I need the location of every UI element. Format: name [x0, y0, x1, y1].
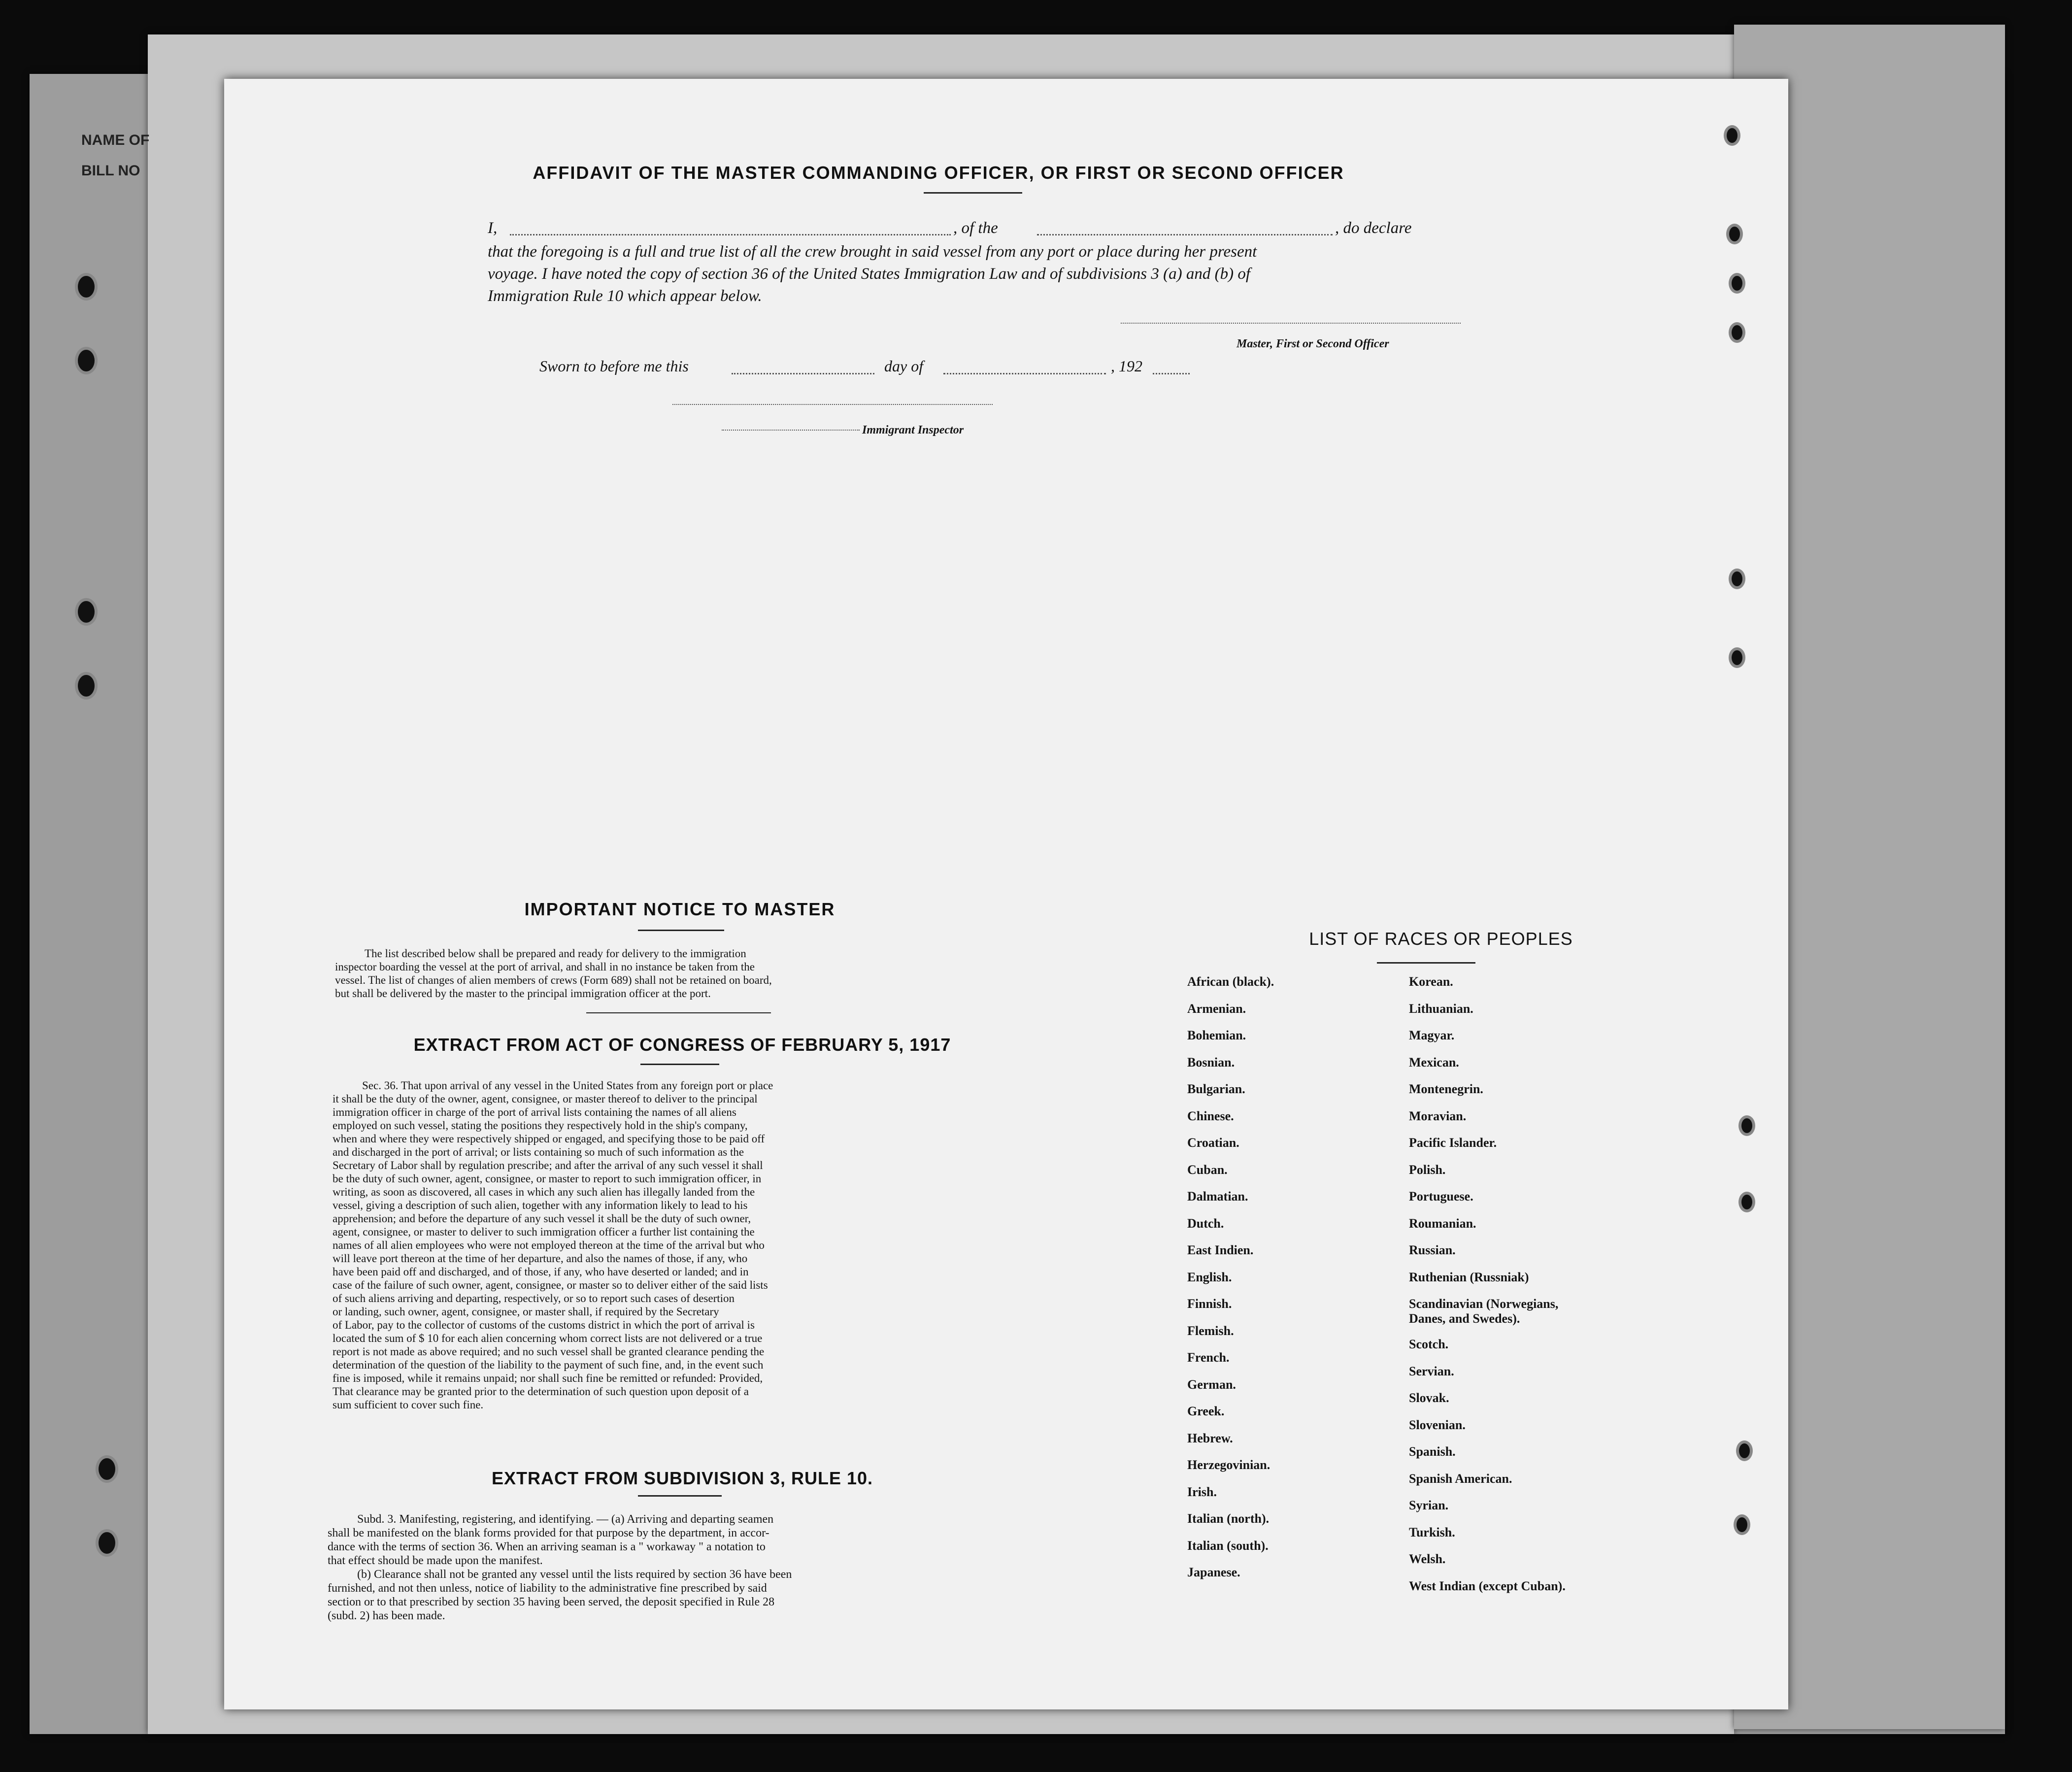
affidavit-line-4: Immigration Rule 10 which appear below.	[488, 287, 762, 305]
affidavit-line-3: voyage. I have noted the copy of section 36 of the United States Immigration Law and of subdivisions 3 (a) and (b) of	[488, 265, 1251, 283]
edge-label-name: NAME OF	[81, 132, 150, 148]
inspector-signature-field-2[interactable]	[722, 430, 860, 431]
race-item: Ruthenian (Russniak)	[1409, 1270, 1529, 1284]
race-item: African (black).	[1187, 974, 1274, 989]
extract-act-line: names of all alien employees who were not employed thereon at the time of the arrival but who	[333, 1239, 765, 1251]
race-item: Bulgarian.	[1187, 1082, 1245, 1096]
inspector-signature-field[interactable]	[672, 404, 993, 405]
race-item: Magyar.	[1409, 1028, 1455, 1042]
binder-hole	[1741, 1195, 1752, 1209]
race-item: Flemish.	[1187, 1323, 1234, 1338]
race-item: Portuguese.	[1409, 1189, 1473, 1204]
races-title-rule	[1377, 962, 1475, 964]
binder-hole	[1727, 128, 1738, 143]
extract-act-line: it shall be the duty of the owner, agent, consignee, or master thereof to deliver to the principal	[333, 1093, 758, 1105]
affidavit-title-rule	[924, 192, 1022, 194]
extract-act-line: fine is imposed, while it remains unpaid; nor shall such fine be remitted or refunded: Provided,	[333, 1372, 763, 1384]
edge-label-bill: BILL NO	[81, 163, 140, 179]
race-item: West Indian (except Cuban).	[1409, 1578, 1566, 1593]
extract-act-line: immigration officer in charge of the port of arrival lists containing the names of all aliens	[333, 1106, 736, 1118]
affidavit-line-1	[488, 219, 1690, 239]
inspector-label: Immigrant Inspector	[862, 424, 964, 436]
extract-rule-title: EXTRACT FROM SUBDIVISION 3, RULE 10.	[491, 1468, 873, 1488]
extract-act-line: agent, consignee, or master to deliver to such immigration officer a further list containing the	[333, 1226, 755, 1238]
race-item: Italian (north).	[1187, 1511, 1270, 1526]
binder-hole	[1732, 276, 1742, 291]
race-item: Irish.	[1187, 1484, 1217, 1499]
binder-hole	[1732, 325, 1742, 340]
binder-hole	[1732, 650, 1742, 665]
affidavit-do-declare: , do declare	[1335, 219, 1412, 237]
race-item: Dalmatian.	[1187, 1189, 1248, 1204]
extract-act-rule	[640, 1064, 719, 1065]
race-item: Scandinavian (Norwegians, Danes, and Swedes).	[1409, 1297, 1559, 1326]
race-item: Slovak.	[1409, 1391, 1449, 1405]
extract-act-line: case of the failure of such owner, agent, consignee, or master so to deliver either of the said lists	[333, 1279, 768, 1291]
notice-title-rule	[638, 930, 724, 931]
extract-rule-line: shall be manifested on the blank forms provided for that purpose by the department, in accor-	[328, 1527, 769, 1539]
extract-rule-line: (subd. 2) has been made.	[328, 1609, 445, 1622]
vessel-name-field[interactable]	[1037, 234, 1333, 235]
race-item: Finnish.	[1187, 1297, 1232, 1311]
binder-hole	[1737, 1517, 1747, 1532]
notice-title: IMPORTANT NOTICE TO MASTER	[524, 899, 835, 919]
master-signature-label: Master, First or Second Officer	[1237, 337, 1389, 350]
race-item: Polish.	[1409, 1162, 1446, 1177]
extract-act-line: vessel, giving a description of such alien, together with any information likely to lead to his	[333, 1199, 748, 1211]
extract-act-text	[333, 1079, 1032, 1411]
races-left-column	[1187, 974, 1274, 1592]
master-name-field[interactable]	[510, 234, 951, 235]
extract-act-line: located the sum of $ 10 for each alien concerning whom correct lists are not delivered or a true	[333, 1332, 763, 1344]
sworn-month-field[interactable]	[943, 373, 1106, 374]
race-item: Slovenian.	[1409, 1417, 1466, 1432]
extract-act-line: when and where they were respectively shipped or engaged, and specifying those to be paid off	[333, 1133, 765, 1145]
race-item: French.	[1187, 1350, 1230, 1365]
document-sheet	[224, 79, 1788, 1709]
extract-act-line: of such aliens arriving and departing, respectively, or so to report such cases of desertion	[333, 1292, 735, 1304]
race-item: Mexican.	[1409, 1055, 1459, 1070]
binder-hole	[1729, 227, 1740, 241]
extract-rule-line: dance with the terms of section 36. When an arriving seaman is a " workaway " a notation to	[328, 1540, 766, 1553]
race-item: Italian (south).	[1187, 1538, 1269, 1553]
notice-line: but shall be delivered by the master to the principal immigration officer at the port.	[335, 987, 711, 1000]
year-label: , 192	[1111, 357, 1142, 375]
binder-hole	[1732, 571, 1742, 586]
extract-rule-line: (b) Clearance shall not be granted any vessel until the lists required by section 36 have been	[357, 1568, 792, 1581]
race-item: Syrian.	[1409, 1498, 1449, 1512]
notice-divider	[586, 1012, 771, 1013]
extract-act-line: report is not made as above required; and no such vessel shall be granted clearance pending the	[333, 1345, 765, 1358]
binder-hole	[1739, 1443, 1750, 1458]
sworn-day-field[interactable]	[732, 373, 874, 374]
race-item: Cuban.	[1187, 1162, 1228, 1177]
affidavit-title: AFFIDAVIT OF THE MASTER COMMANDING OFFICER, OR FIRST OR SECOND OFFICER	[533, 163, 1344, 183]
binder-hole	[99, 1532, 115, 1554]
extract-rule-line: section or to that prescribed by section 35 having been served, the deposit specified in Rule 28	[328, 1596, 775, 1608]
extract-act-title: EXTRACT FROM ACT OF CONGRESS OF FEBRUARY 5, 1917	[413, 1035, 951, 1055]
binder-hole	[1741, 1118, 1752, 1133]
extract-rule-line: Subd. 3. Manifesting, registering, and identifying. — (a) Arriving and departing seamen	[357, 1513, 774, 1526]
binder-hole	[78, 350, 95, 371]
extract-act-line: writing, as soon as discovered, all cases in which any such alien has illegally landed from the	[333, 1186, 755, 1198]
extract-act-line: apprehension; and before the departure of any such vessel it shall be the duty of such owner,	[333, 1212, 751, 1225]
sworn-label: Sworn to before me this	[539, 357, 689, 375]
races-right-column	[1409, 974, 1586, 1605]
extract-act-line: Secretary of Labor shall by regulation prescribe; and after the arrival of any such vessel it shall	[333, 1159, 763, 1171]
race-item: Croatian.	[1187, 1136, 1239, 1150]
races-title: LIST OF RACES OR PEOPLES	[1309, 929, 1573, 949]
extract-rule-line: furnished, and not then unless, notice of liability to the administrative fine prescribed by said	[328, 1582, 767, 1595]
extract-rule-text	[328, 1512, 1032, 1623]
race-item: Roumanian.	[1409, 1216, 1476, 1231]
race-item: Bosnian.	[1187, 1055, 1235, 1070]
extract-act-line: determination of the question of the liability to the payment of such fine, and, in the event such	[333, 1359, 764, 1371]
extract-rule-line: that effect should be made upon the manifest.	[328, 1554, 543, 1567]
affidavit-line-2: that the foregoing is a full and true list of all the crew brought in said vessel from any port or place during her present	[488, 243, 1257, 261]
race-item: Herzegovinian.	[1187, 1458, 1270, 1472]
extract-act-line: or landing, such owner, agent, consignee, or master shall, if required by the Secretary	[333, 1305, 719, 1318]
extract-act-line: will leave port thereon at the time of her departure, and also the names of those, if any, who	[333, 1252, 748, 1265]
race-item: Chinese.	[1187, 1108, 1234, 1123]
extract-act-line: That clearance may be granted prior to the determination of such question upon deposit of a	[333, 1385, 749, 1398]
extract-act-line: employed on such vessel, stating the positions they respectively hold in the ship's company,	[333, 1119, 748, 1132]
binder-hole	[78, 601, 95, 623]
extract-act-line: be the duty of such owner, agent, consignee, or master to report to such immigration officer, in	[333, 1172, 762, 1185]
race-item: Lithuanian.	[1409, 1001, 1473, 1016]
race-item: English.	[1187, 1270, 1232, 1284]
sworn-year-field[interactable]	[1153, 373, 1190, 374]
race-item: Turkish.	[1409, 1525, 1455, 1539]
race-item: East Indien.	[1187, 1243, 1254, 1257]
race-item: Bohemian.	[1187, 1028, 1246, 1042]
day-of-label: day of	[884, 357, 924, 375]
race-item: Spanish.	[1409, 1444, 1456, 1459]
race-item: Armenian.	[1187, 1001, 1246, 1016]
race-item: Dutch.	[1187, 1216, 1224, 1231]
race-item: Moravian.	[1409, 1108, 1467, 1123]
race-item: Welsh.	[1409, 1552, 1446, 1566]
notice-line: vessel. The list of changes of alien members of crews (Form 689) shall not be retained on board,	[335, 974, 772, 986]
extract-act-line: have been paid off and discharged, and of those, if any, who have deserted or landed; and in	[333, 1266, 749, 1278]
race-item: Russian.	[1409, 1243, 1456, 1257]
race-item: Montenegrin.	[1409, 1082, 1483, 1096]
notice-line: The list described below shall be prepared and ready for delivery to the immigration	[365, 947, 746, 960]
race-item: Pacific Islander.	[1409, 1136, 1497, 1150]
extract-act-line: Sec. 36. That upon arrival of any vessel in the United States from any foreign port or place	[362, 1079, 773, 1092]
affidavit-of-the: , of the	[953, 219, 998, 237]
binder-hole	[78, 276, 95, 298]
master-signature-field[interactable]	[1121, 323, 1461, 324]
race-item: Japanese.	[1187, 1565, 1240, 1579]
extract-act-line: sum sufficient to cover such fine.	[333, 1399, 484, 1411]
race-item: Greek.	[1187, 1404, 1225, 1418]
race-item: Spanish American.	[1409, 1471, 1512, 1486]
extract-act-line: of Labor, pay to the collector of customs of the customs district in which the port of arrival is	[333, 1319, 755, 1331]
binder-hole	[78, 675, 95, 697]
binder-hole	[99, 1458, 115, 1480]
extract-act-line: and discharged in the port of arrival; or lists containing so much of such information as the	[333, 1146, 744, 1158]
extract-rule-rule	[638, 1495, 722, 1497]
sworn-line	[539, 357, 1278, 377]
race-item: Korean.	[1409, 974, 1453, 989]
race-item: Servian.	[1409, 1364, 1454, 1378]
race-item: Scotch.	[1409, 1337, 1449, 1351]
race-item: German.	[1187, 1377, 1236, 1392]
affidavit-i: I,	[488, 219, 498, 237]
notice-text	[335, 947, 1037, 1000]
race-item: Hebrew.	[1187, 1431, 1233, 1445]
notice-line: inspector boarding the vessel at the port of arrival, and shall in no instance be taken from the	[335, 961, 755, 973]
